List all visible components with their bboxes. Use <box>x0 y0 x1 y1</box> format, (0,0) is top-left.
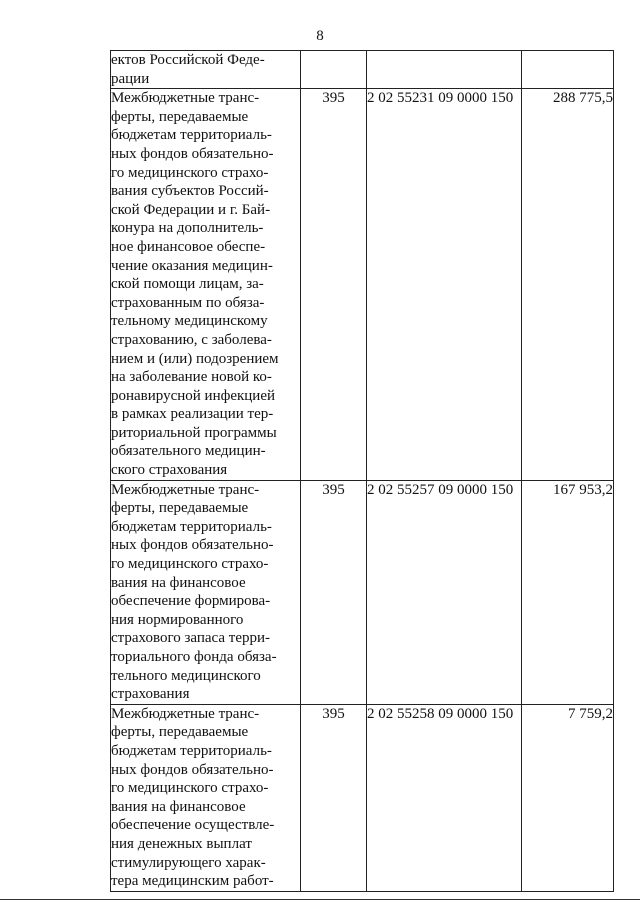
name-line: ния нормированного <box>111 611 244 628</box>
table-row <box>111 480 614 704</box>
cell-budget-code: 2 02 55257 09 0000 150 <box>367 480 522 704</box>
revenue-table-body <box>111 51 614 892</box>
cell-name <box>111 89 301 480</box>
cell-admin-code: 395 <box>301 89 367 480</box>
name-line: ектов Российской Феде- <box>111 52 265 68</box>
name-line: го медицинского страхо- <box>111 556 269 573</box>
name-line: ской помощи лицам, за- <box>111 276 264 293</box>
name-line: риториальной программы <box>111 424 277 441</box>
name-line: обязательного медицин- <box>111 443 266 460</box>
name-line: тельному медицинскому <box>111 313 268 330</box>
cell-budget-code: 2 02 55231 09 0000 150 <box>367 89 522 480</box>
table-row <box>111 89 614 480</box>
revenue-table <box>110 50 614 892</box>
table-row <box>111 51 614 89</box>
name-line: конура на дополнитель- <box>111 220 264 237</box>
name-line: ферты, передаваемые <box>111 724 249 741</box>
name-line: ное финансовое обеспе- <box>111 238 266 255</box>
cell-admin-code <box>301 51 367 89</box>
cell-admin-code: 395 <box>301 480 367 704</box>
cell-budget-code <box>367 51 522 89</box>
page-number: 8 <box>316 28 324 44</box>
name-line: го медицинского страхо- <box>111 780 269 797</box>
name-line: вания субъектов Россий- <box>111 183 269 200</box>
name-line: рации <box>111 70 150 87</box>
name-line: тельного медицинского <box>111 667 261 684</box>
name-line: ных фондов обязательно- <box>111 761 274 778</box>
cell-name <box>111 51 301 89</box>
cell-amount: 167 953,2 <box>522 480 614 704</box>
name-line: Межбюджетные транс- <box>111 705 260 722</box>
name-line: ферты, передаваемые <box>111 500 249 517</box>
cell-amount: 288 775,5 <box>522 89 614 480</box>
cell-name <box>111 704 301 891</box>
name-line: обеспечение осуществле- <box>111 817 275 834</box>
name-line: ферты, передаваемые <box>111 108 249 125</box>
name-line: ториального фонда обяза- <box>111 649 277 665</box>
name-line: ных фондов обязательно- <box>111 145 274 162</box>
name-line: нием и (или) подозрением <box>111 350 279 367</box>
name-line: вания на финансовое <box>111 798 246 815</box>
cell-name <box>111 480 301 704</box>
name-line: Межбюджетные транс- <box>111 90 260 107</box>
name-line: ского страхования <box>111 462 228 479</box>
name-line: го медицинского страхо- <box>111 164 269 181</box>
name-line: страхованию, с заболева- <box>111 331 272 348</box>
name-line: Межбюджетные транс- <box>111 481 260 498</box>
cell-admin-code: 395 <box>301 704 367 891</box>
page-bottom-rule <box>0 899 640 900</box>
name-line: ронавирусной инфекцией <box>111 387 276 404</box>
name-line: бюджетам территориаль- <box>111 518 272 535</box>
name-line: вания на финансовое <box>111 574 246 591</box>
name-line: страхования <box>111 686 190 703</box>
cell-amount: 7 759,2 <box>522 704 614 891</box>
name-line: в рамках реализации тер- <box>111 406 274 423</box>
name-line: ных фондов обязательно- <box>111 537 274 554</box>
name-line: на заболевание новой ко- <box>111 369 272 386</box>
name-line: стимулирующего харак- <box>111 854 266 871</box>
name-line: бюджетам территориаль- <box>111 742 272 759</box>
name-line: ния денежных выплат <box>111 835 252 852</box>
name-line: обеспечение формирова- <box>111 593 271 610</box>
cell-budget-code: 2 02 55258 09 0000 150 <box>367 704 522 891</box>
name-line: тера медицинским работ- <box>111 873 274 890</box>
cell-amount <box>522 51 614 89</box>
name-line: ской Федерации и г. Бай- <box>111 201 271 218</box>
name-line: страхованным по обяза- <box>111 294 265 311</box>
name-line: чение оказания медицин- <box>111 257 273 274</box>
name-line: страхового запаса терри- <box>111 630 271 647</box>
table-row <box>111 704 614 891</box>
name-line: бюджетам территориаль- <box>111 127 272 144</box>
